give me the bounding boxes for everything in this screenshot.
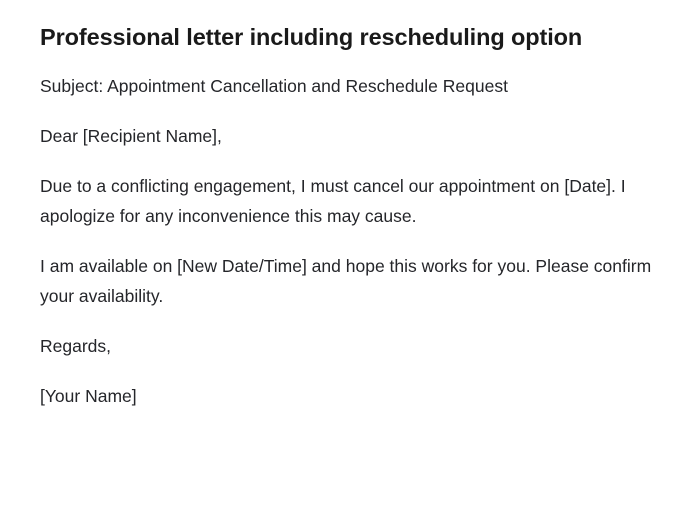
letter-closing: Regards, (40, 336, 112, 357)
letter-salutation: Dear [Recipient Name], (40, 125, 222, 146)
letter-signature: [Your Name] (40, 386, 137, 407)
letter-subject-line: Subject: Appointment Cancellation and Reschedule Request (40, 75, 508, 96)
letter-body-reschedule: I am available on [New Date/Time] and hope this works for you. Please confirm your availability. (40, 255, 652, 307)
letter-body-cancellation: Due to a conflicting engagement, I must cancel our appointment on [Date]. I apologize for any inconvenience this may cause. (40, 175, 626, 226)
page-title: Professional letter including rescheduling option (40, 24, 583, 50)
